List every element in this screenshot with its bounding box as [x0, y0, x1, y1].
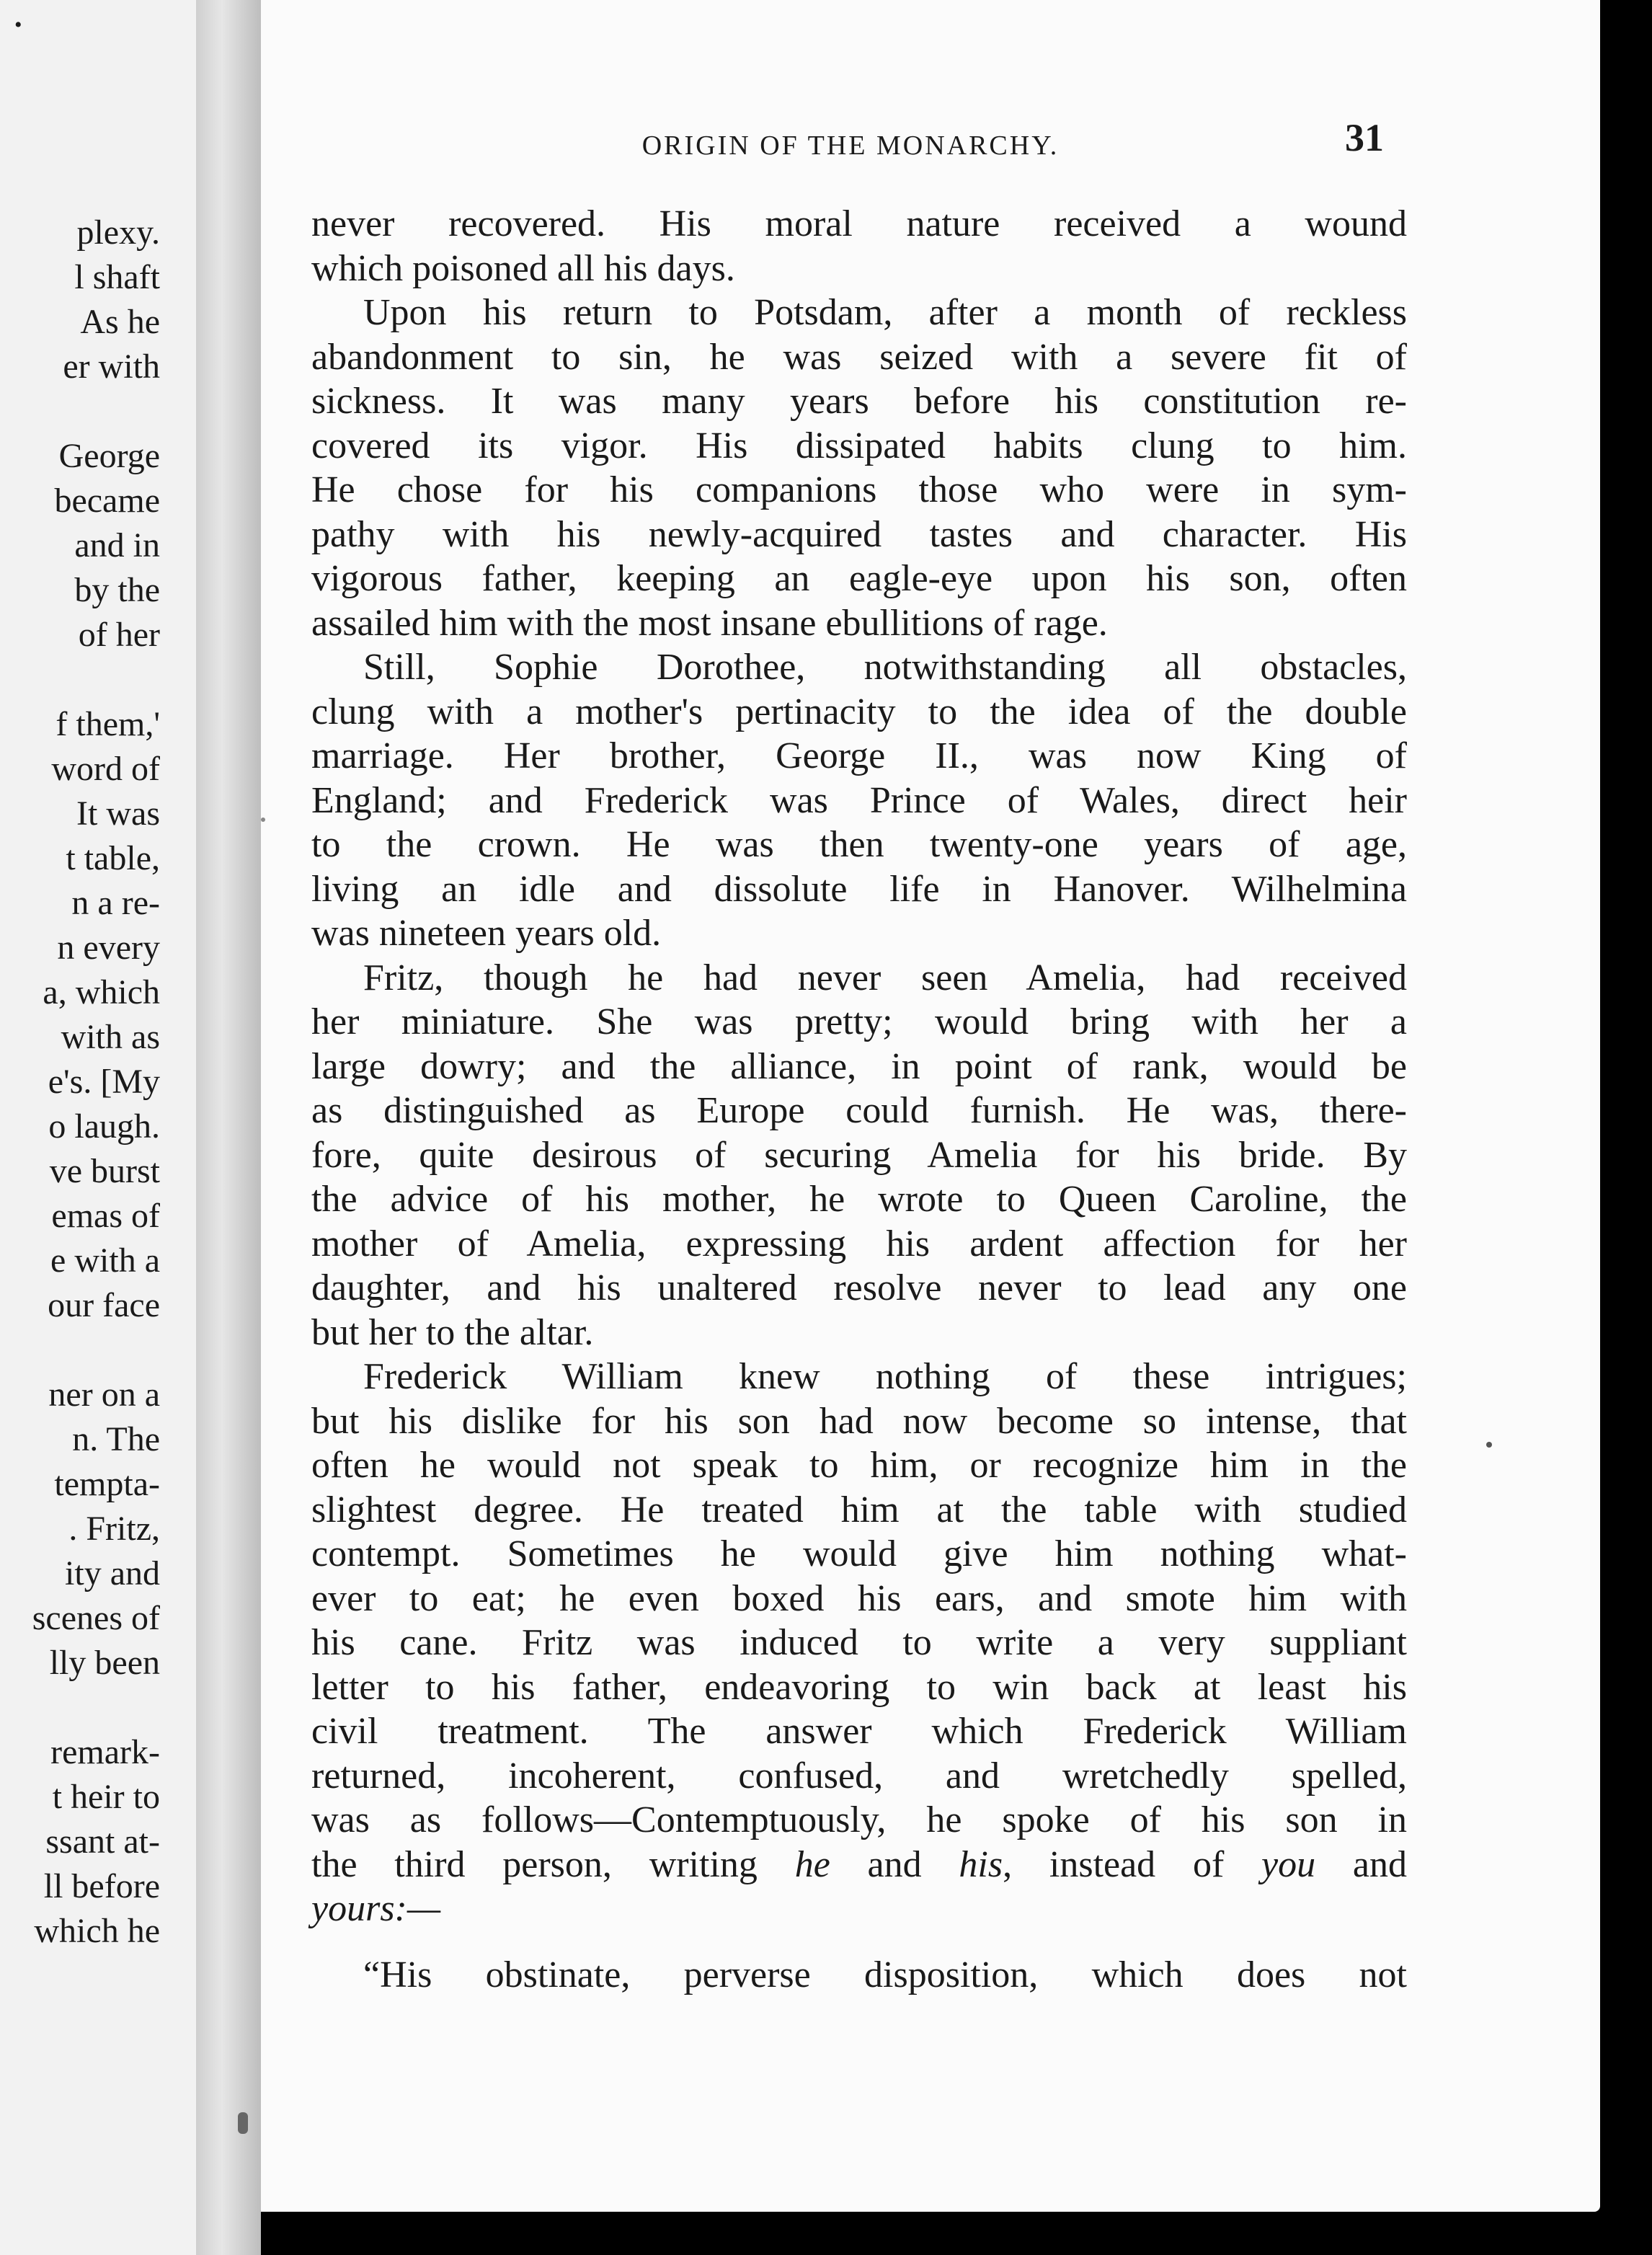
quote-line: “His obstinate, perverse disposition, which does not — [363, 1954, 1407, 1995]
left-page-line: ve burst — [49, 1152, 160, 1190]
text-line: Still, Sophie Dorothee, notwithstanding all obstacles, — [363, 647, 1407, 688]
left-page-line: ner on a — [48, 1375, 160, 1414]
left-page-line: tempta- — [54, 1465, 160, 1503]
gutter-blemish — [238, 2112, 248, 2134]
text-line: often he would not speak to him, or recognize him in the — [311, 1445, 1407, 1486]
body-text — [311, 202, 1407, 1997]
text-fragment: and — [1315, 1843, 1407, 1885]
text-line: covered its vigor. His dissipated habits clung to him. — [311, 425, 1407, 466]
left-page-line: George — [58, 437, 160, 475]
text-line: returned, incoherent, confused, and wretchedly spelled, — [311, 1755, 1407, 1797]
left-page-line: ity and — [65, 1554, 160, 1592]
left-page-line: by the — [74, 571, 160, 609]
left-page-line: t heir to — [52, 1778, 160, 1816]
left-page-line: n a re- — [71, 884, 160, 922]
italic-word: you — [1261, 1843, 1316, 1885]
paper-speck — [1486, 1442, 1492, 1448]
text-line: contempt. Sometimes he would give him nothing what- — [311, 1533, 1407, 1574]
left-page-line: ssant at- — [45, 1822, 160, 1861]
text-line: her miniature. She was pretty; would bring with her a — [311, 1001, 1407, 1042]
left-page-line: lly been — [49, 1644, 160, 1682]
text-line: fore, quite desirous of securing Amelia for his bride. By — [311, 1134, 1407, 1176]
page-number: 31 — [1345, 116, 1384, 159]
left-page-line: word of — [51, 750, 160, 788]
left-page-line: f them,' — [55, 705, 160, 743]
text-line: civil treatment. The answer which Frederick William — [311, 1711, 1407, 1752]
text-line: England; and Frederick was Prince of Wales, direct heir — [311, 779, 1407, 821]
left-page-line: emas of — [51, 1197, 160, 1235]
left-page-line: a, which — [43, 973, 160, 1011]
text-line: as distinguished as Europe could furnish. He was, there- — [311, 1090, 1407, 1131]
text-line: clung with a mother's pertinacity to the idea of the double — [311, 691, 1407, 732]
page-mark: • — [14, 13, 22, 37]
text-line: sickness. It was many years before his constitution re- — [311, 381, 1407, 422]
text-line: large dowry; and the alliance, in point of rank, would be — [311, 1045, 1407, 1087]
left-page-line: ll before — [43, 1867, 160, 1905]
text-line: was as follows—Contemptuously, he spoke of his son in — [311, 1799, 1407, 1840]
left-page-line: n. The — [72, 1420, 160, 1458]
text-line: letter to his father, endeavoring to win back at least his — [311, 1666, 1407, 1708]
text-line: which poisoned all his days. — [311, 247, 735, 289]
text-line: yours:— — [311, 1888, 441, 1929]
text-line: pathy with his newly-acquired tastes and character. His — [311, 513, 1407, 555]
text-line: vigorous father, keeping an eagle-eye upon his son, often — [311, 558, 1407, 599]
left-page-line: became — [54, 482, 160, 520]
italic-word: his — [959, 1843, 1003, 1885]
left-page-line: of her — [78, 616, 160, 654]
text-line: but her to the altar. — [311, 1311, 594, 1353]
text-line: living an idle and dissolute life in Hanover. Wilhelmina — [311, 868, 1407, 910]
text-fragment: the third person, writing — [311, 1843, 795, 1885]
text-line: but his dislike for his son had now become so intense, that — [311, 1400, 1407, 1442]
text-line: assailed him with the most insane ebullitions of rage. — [311, 602, 1108, 644]
text-line: was nineteen years old. — [311, 913, 662, 954]
text-line: Frederick William knew nothing of these intrigues; — [363, 1356, 1407, 1397]
text-line: slightest degree. He treated him at the table with studied — [311, 1489, 1407, 1530]
left-page-line: remark- — [50, 1733, 160, 1771]
text-line: to the crown. He was then twenty-one years of age, — [311, 824, 1407, 865]
text-line: daughter, and his unaltered resolve never to lead any one — [311, 1267, 1407, 1308]
left-page-line: with as — [61, 1018, 160, 1056]
left-page-line: n every — [57, 929, 160, 967]
italic-word: he — [794, 1843, 830, 1885]
left-page-line: l shaft — [74, 258, 160, 296]
text-line: marriage. Her brother, George II., was now King of — [311, 735, 1407, 776]
left-page-line: our face — [48, 1286, 160, 1324]
left-page-line — [32, 1685, 160, 1730]
left-page-line: which he — [34, 1912, 160, 1950]
left-page-line: and in — [74, 526, 160, 564]
text-line: mother of Amelia, expressing his ardent affection for her — [311, 1223, 1407, 1264]
left-page-text — [32, 211, 160, 1954]
left-page-line — [32, 1328, 160, 1373]
text-line: Fritz, though he had never seen Amelia, had received — [363, 957, 1407, 998]
running-title: ORIGIN OF THE MONARCHY. — [641, 130, 1060, 161]
text-line: Upon his return to Potsdam, after a month of reckless — [363, 292, 1407, 333]
left-page — [0, 0, 196, 2255]
left-page-line — [32, 657, 160, 702]
text-line — [311, 1843, 1407, 1887]
text-fragment: , instead of — [1003, 1843, 1262, 1885]
left-page-line: o laugh. — [48, 1107, 160, 1146]
text-line: He chose for his companions those who were in sym- — [311, 469, 1407, 510]
left-page-line: t table, — [66, 839, 160, 877]
text-line: abandonment to sin, he was seized with a severe fit of — [311, 336, 1407, 378]
left-page-line: e's. [My — [48, 1063, 160, 1101]
book-gutter — [196, 0, 261, 2255]
left-page-line: scenes of — [32, 1599, 160, 1637]
text-line: his cane. Fritz was induced to write a very suppliant — [311, 1622, 1407, 1663]
text-fragment: and — [830, 1843, 959, 1885]
left-page-line: As he — [80, 303, 160, 341]
left-page-line: e with a — [50, 1241, 160, 1280]
left-page-line: plexy. — [76, 213, 160, 252]
page-header — [317, 116, 1384, 167]
left-page-line: It was — [76, 794, 160, 833]
left-page-line — [32, 389, 160, 434]
text-line: the advice of his mother, he wrote to Queen Caroline, the — [311, 1179, 1407, 1220]
text-line: ever to eat; he even boxed his ears, and smote him with — [311, 1577, 1407, 1619]
left-page-line: . Fritz, — [68, 1510, 160, 1548]
text-line: never recovered. His moral nature received a wound — [311, 203, 1407, 244]
paper-speck — [261, 818, 265, 822]
left-page-line: er with — [63, 347, 160, 386]
